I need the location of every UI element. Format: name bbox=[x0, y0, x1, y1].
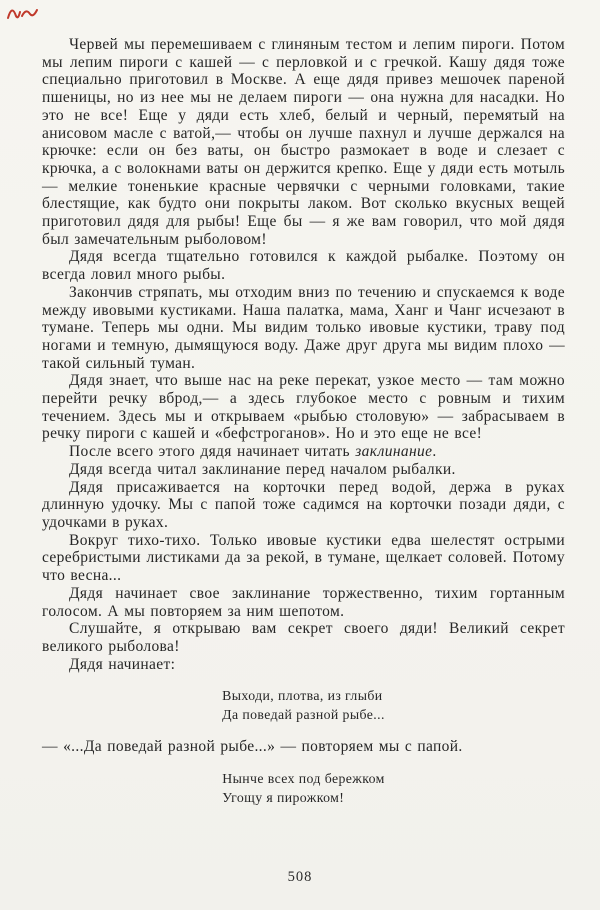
paragraph-2: Дядя всегда тщательно готовился к каждой рыбалке. Поэтому он всегда ловил много рыбы. bbox=[42, 248, 565, 284]
paragraph-5 bbox=[42, 443, 565, 461]
text-block bbox=[42, 36, 565, 807]
red-corner-mark bbox=[6, 2, 40, 22]
paragraph-11: Дядя начинает: bbox=[69, 655, 176, 673]
paragraph-9: Дядя начинает свое заклинание торжественно, тихим гортанным голосом. А мы повторяем за ним шепотом. bbox=[42, 584, 565, 620]
verse-line: Да поведай разной рыбе... bbox=[222, 707, 385, 723]
paragraph-1: Червей мы перемешиваем с глиняным тестом и лепим пироги. Потом мы лепим пироги с кашей — с перловкой и с гречкой. Кашу дядя тоже специально приготовил в Москве. А еще дядя привез мешочек пареной пшеницы, но из нее мы не делаем пироги — она нужна для насадки. Но это не все! Еще у дяди есть хлеб, белый и черный, перемятый на анисовом масле с ватой,— чтобы он лучше пахнул и лучше держался на крючке: если он без ваты, он быстро размокает в воде и слезает с крючка, а с волокнами ваты он держится крепко. Еще у дяди есть мотыль — мелкие тоненькие красные червячки с черными головками, такие блестящие, как будто они покрыты лаком. Вот сколько вкусных вещей приготовил дядя для рыбы! Еще бы — я же вам говорил, что мой дядя был замечательным рыболовом! bbox=[42, 36, 565, 248]
verse-line: Угощу я пирожком! bbox=[222, 790, 345, 806]
paragraph-5-text: После всего этого дядя начинает читать bbox=[69, 443, 356, 461]
paragraph-5-end: . bbox=[432, 443, 437, 461]
paragraph-6: Дядя всегда читал заклинание перед началом рыбалки. bbox=[69, 460, 456, 478]
verse-lines bbox=[222, 769, 385, 807]
paragraph-3: Закончив стряпать, мы отходим вниз по течению и спускаемся к воде между ивовыми кустиками. Наша палатка, мама, Ханг и Чанг исчезают в тумане. Теперь мы одни. Мы видим только ивовые кустики, траву под ногами и темную, дымящуюся воду. Даже друг друга мы видим плохо — такой сильный туман. bbox=[42, 283, 565, 372]
paragraph-4: Дядя знает, что выше нас на реке перекат, узкое место — там можно перейти речку вброд,— а здесь глубокое место с ровным и тихим течением. Здесь мы и открываем «рыбью столовую» — забрасываем в речку пироги с кашей и «бефстроганов». Но и это еще не все! bbox=[42, 372, 565, 443]
paragraph-8: Вокруг тихо-тихо. Только ивовые кустики едва шелестят острыми серебристыми листиками да за рекой, в тумане, щелкает соловей. Потому что весна... bbox=[42, 531, 565, 585]
page-number: 508 bbox=[287, 869, 313, 885]
verse-incantation-2 bbox=[42, 769, 565, 807]
paragraph-10: Слушайте, я открываю вам секрет своего дяди! Великий секрет великого рыболова! bbox=[42, 620, 565, 655]
verse-line: Выходи, плотва, из глыби bbox=[222, 688, 383, 704]
italic-word-zaklinanie: заклинание bbox=[355, 443, 433, 461]
paragraph-7: Дядя присаживается на корточки перед водой, держа в руках длинную удочку. Мы с папой тоже садимся на корточки позади дяди, с удочками в руках. bbox=[42, 478, 565, 531]
verse-lines bbox=[222, 686, 385, 724]
verse-incantation-1 bbox=[42, 686, 565, 724]
verse-line: Нынче всех под бережком bbox=[222, 771, 385, 787]
dialogue-line: — «...Да поведай разной рыбе...» — повторяем мы с папой. bbox=[42, 738, 463, 756]
